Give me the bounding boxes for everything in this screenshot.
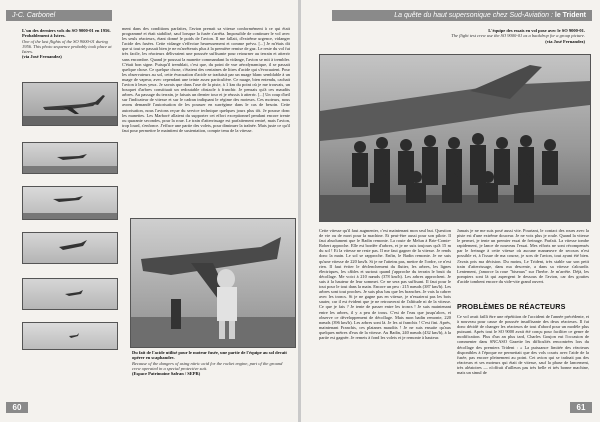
right-header-series: La quête du haut supersonique chez Sud-Aviation : (394, 12, 555, 19)
flight-photo-4 (22, 232, 118, 264)
left-page-header: J-C. Carbonel (6, 10, 112, 21)
flight-photo-1 (22, 82, 118, 126)
right-top-caption (449, 28, 585, 44)
left-top-caption-italic: One of the last flights of the SO 9000-01 during 1956. This photo sequence probably took place at Istres. (22, 38, 112, 55)
left-page (0, 0, 298, 422)
right-page-header (332, 10, 592, 21)
flight-photo-6 (22, 322, 118, 350)
aircraft-climb-image (23, 233, 117, 263)
aircraft-takeoff-image (23, 83, 117, 125)
flight-test-crew-photo (319, 54, 591, 222)
right-top-caption-bold: L'équipe des essais en vol pose avec le SO 9000-01. (488, 28, 585, 33)
left-body-text: ment dans des conditions parfaites, l'avion prenait sa vitesse conformément à ce qui était programmé et était stabilisé, sauf lorsque la fusée s'arrêta. Impossible de continuer le vol avec les seuls réacteurs, étant donné le poids de l'avion. Il me fallait, d'extrême urgence, vidanger l'acide des fusées. Cette vidange s'effectue heureusement et comme prévu. [...] Je m'étais dit que si tout se passait bien je ne m'arrêterais plus à la première remise de gaz. Le reste du vol fut très facile, les réacteurs délivraient une poussée suffisante pour retourner au terrain et atterrir sans encombre. Quand je poussai la manette commandant la vidange, l'avion se mit à trembler. C'était bon signe. Puisqu'il tremblait, c'est que, du point de vue aérodynamique, il se passait quelque chose. Ce quelque chose, c'étaient des centaines de litres d'acide qui s'évacuaient. Pour les observateurs au sol, cette évacuation d'acide se traduisit par un nuage blanc semblable à un nuage de vapeur, avec cependant une teinte assez particulière. Ce nuage, bien entendu, cachait l'avion à leurs yeux. Je savais que dans l'axe de la piste, à 1 km du point où je me trouvais, un bouquet d'arbres constituait un redoutable obstacle à franchir. Je pensais qu'à ces maudits arbres. Au passage du terrain, je faisais un dernier tour et je réussis à atterrir. [...] Un coup d'œil sur l'indicateur de vitesse et sur le cadran indiquant le régime des moteurs. Ces moteurs, nous avons demandé l'autorisation de les pousser en surrégime dans le cas de besoin. Cette autorisation, nous l'avions reçue du service technique quelques jours plus tôt. Je pousse donc les manettes. Les Marboré allaient du supporter cet effort exceptionnel pendant encore trente ou quarante secondes, pour la roue. Le train d'atterrissage est parfaitement rentré, mais l'avion, trop lourd, s'enfonce. J'efface une partie des volets, pour diminuer la traînée. Mais juste ce qu'il faut pour permettre le maintient de sustentation, compte tenu de la vitesse. (122, 26, 290, 133)
right-page (301, 0, 600, 422)
right-header-title: le Trident (554, 12, 586, 19)
left-top-caption-bold: L'un des derniers vols du SO 9000-01 en 1956. Probablement à Istres. (22, 28, 111, 39)
left-page-number: 60 (6, 402, 28, 413)
left-bottom-caption (132, 350, 292, 376)
right-top-caption-credit: (via José Fernandez) (545, 38, 585, 44)
protective-suit-crew-image (131, 219, 295, 347)
section-title: PROBLÈMES DE RÉACTEURS (457, 302, 566, 311)
aircraft-flyby-image (23, 143, 117, 173)
crew-group-image (320, 55, 590, 221)
flight-photo-2 (22, 142, 118, 174)
aircraft-far-image (23, 323, 117, 349)
left-top-caption-credit: (via José Fernandez) (22, 54, 62, 60)
right-col2-text-b: Ce vol avait failli être une répétition de l'accident de l'année précédente, et à nouveau pour cause de poussée insuffisante des deux réacteurs. Il fut donc décidé de changer les réacteurs de tout d'abord pour un modèle plus puissant. Après tout le SO 9000 avait été conçu pour faciliter ce genre de modification. Plus d'un an plus tard, Charles Goujon eut l'occasion de commenter dans SNCASO Gazette les difficultés rencontrées lors du décollage des premiers Trident : « La puissance limitée des réacteurs disponibles à l'époque ne permettait que des vols courts avec l'aide de la fusée, pas encore pleinement au point. Cet avion qui se traînait pas des réacteurs et ses moteurs qui était de vitesse, sauf la phase de lancement, très aléatoires — n'offrait d'ailleurs pas très belle et très bonne machine, mais un simul de (457, 314, 589, 376)
right-col2-text: Jamais je ne me suis posé aussi vite. Pourtant, le contact des roues avec la piste est d'une extrême douceur. Je ne vois plus je roule. Quand la vitesse le permet, je tente un premier essai de freinage. Parfait. La vitesse tombe rapidement, je lance de nouveau l'essai. Mes efforts ne sont récompensés par le freinage à cette vitesse où aucune manœuvre de secours n'est possible et, à l'issue de ma course, je sors de l'avion, tout ayant été bien. J'avais pris ma décision. Du moins, Le Trident, très stable sur son petit train d'atterrissage, dans ma descente, a dans sa vitesse s'alourdir. Lentement, j'amorce la roue "biseaux" sur l'herbe. Je m'arrête. Déjà, les pompiers sont là qui aspergent le dessous de l'avion, car des gouttes d'acide tombent encore du vide-vite grand ouvert. (457, 228, 589, 284)
flight-photo-5 (22, 278, 118, 310)
left-bottom-caption-credit: (Espace Patrimoine Safran / SEPR) (132, 371, 201, 377)
right-col1-text: Cette vitesse qu'il faut augmenter, c'est maintenant mon seul but. Question de vie ou de mort pour la machine. Et peut-être aussi pour son pilote. Il faut absolument que le Badin remonte. La route de Melun à Brie-Comte-Robert approche. Elle est bordée d'arbres, et je ne suis toujours qu'à 15 m du sol ! Et la vitesse ne reste pas. Il me faut gagner de la vitesse. Je rends donc la main. Le sol se rapproche. Enfin, le Badin remonte. Je ne suis qu'une vitesse de 220 km/h. Si je ne l'atteins pas, mettre de l'ordre, ce n'est rien. Il faut éviter le déclenchement du flutter, les arbres, les lignes électriques, les câbles et surtout quand j'approche du terrain le bruit du décollage. Me voici à 210 nœuds (378 km/h). Les arbres approchent. Je suis à la hauteur de leur sommet. Ce ne sera pas suffisant. Il faut pour le tout pour le tout dans la main. Encore un peu : 215 nœuds (387 km/h). Les arbres sont tout proches. Je suis plus bas que les branches. Je vais la cabrer avec les troncs. Si je ne gagne pas en vitesse, je n'essaierai pas les bois sauter, car il est évident que je ne retrouverai de l'altitude ni de la vitesse. Ce que je fais ? Je tente de passer entre les troncs ! Je suis maintenant entre les arbres, il y a peu de trous. C'est de l'eau que jusqu'alors, et observe ce développement de décollage. Mais mon badin remonte, 220 nœuds (396 km/h). Les arbres sont là. Je les ai franchis ! C'est fini. Après, maintenant Franchis, ces platanes maudits ! Je ne suis ensuite qu'aux quelques mètres d'eux de la vitesse. Au Badin, 240 nœuds (432 km/h), à la partie est gagnée. Je remets à fond les volets et je remonte à hauteur. (319, 228, 451, 340)
flight-photo-3 (22, 186, 118, 220)
left-bottom-caption-italic: Because of the dangers of using nitric acid for the rocket engine, part of the ground crew operated in a special protective suit. (132, 360, 283, 371)
aircraft-distance-image (23, 279, 117, 309)
right-page-number: 61 (570, 402, 592, 413)
left-top-caption (22, 28, 112, 60)
aircraft-airborne-image (23, 187, 117, 219)
ground-crew-photo (130, 218, 296, 348)
left-bottom-caption-bold: Du fait de l'acide utilisé pour le moteur fusée, une partie de l'équipe au sol devait opérer en scaphandre. (132, 350, 287, 361)
right-top-caption-italic: The flight test crew use the SO 9000-01 as a backdrop for a group picture. (451, 33, 585, 39)
